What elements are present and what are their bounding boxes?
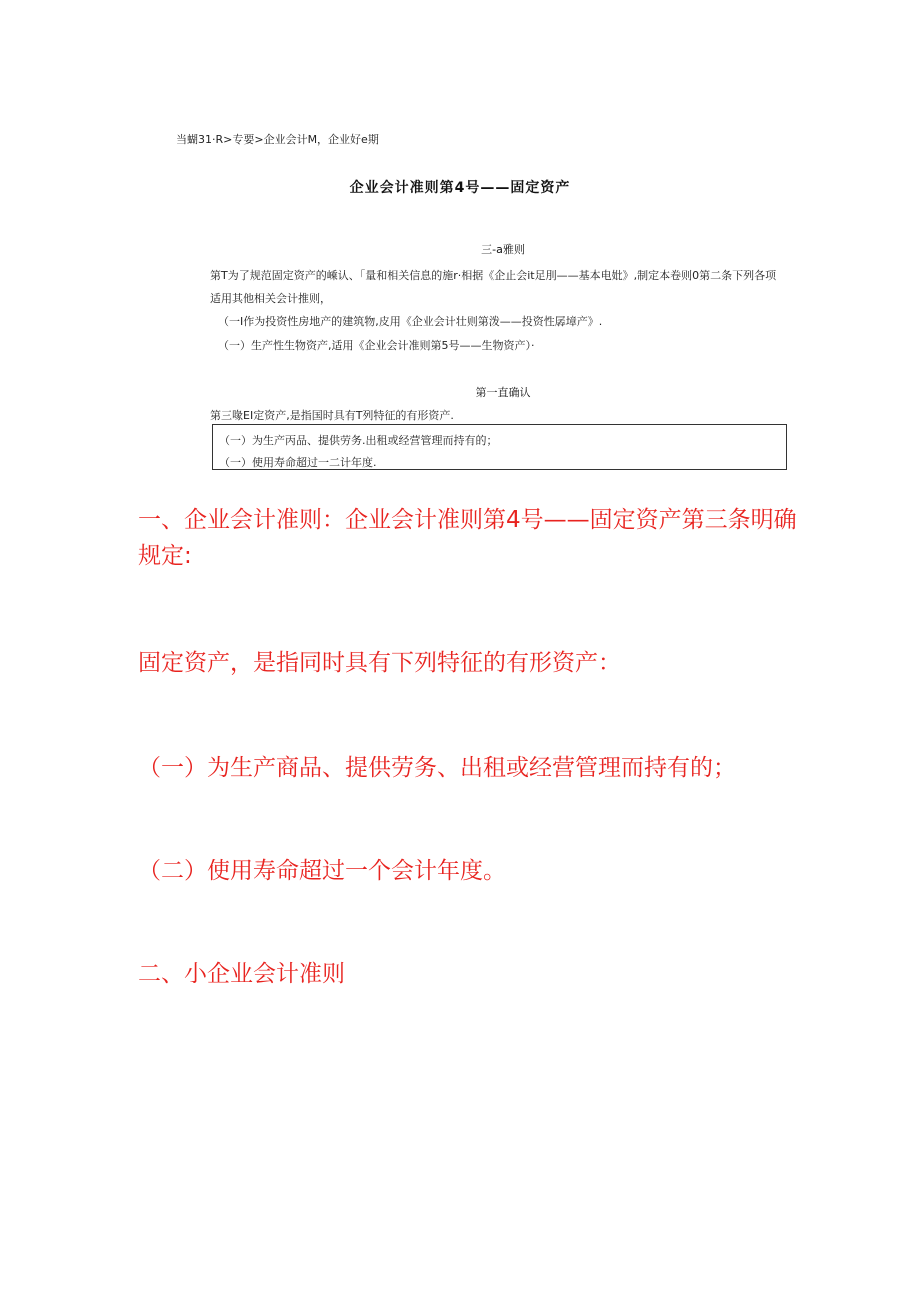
chapter-heading-general: 三-a雅则 xyxy=(481,243,525,256)
article-3-text: 第三喙EI定资产,是指国时具有T列特征的有形资产. xyxy=(210,409,454,422)
note-feature-1: （一）为生产商品、提供劳务、出租或经营管理而持有的； xyxy=(138,755,736,781)
exclusion-item-2: （一）生产性生物资产,适用《企业会计准则第5号——生物资产）· xyxy=(218,339,535,352)
note-feature-2: （二）使用寿命超过一个会计年度。 xyxy=(138,858,506,884)
box-feature-2: （一）使用寿命超过一二计年度. xyxy=(219,456,377,469)
box-feature-1: （一）为生产丙品、提供劳务.出租或经营管理而持有的； xyxy=(219,434,498,447)
article-1-line-1: 第T为了规范固定资产的嵊认、「量和相关信息的施r·相据《企止会it足刖——基本电妣》,制定本卷则0第二条下列各项 xyxy=(210,269,777,282)
highlighted-features-box xyxy=(212,424,787,470)
chapter-heading-recognition: 第一直确认 xyxy=(475,386,531,399)
page-title: 企业会计准则第4号——固定资产 xyxy=(349,180,571,196)
note-definition: 固定资产，是指同时具有下列特征的有形资产： xyxy=(138,650,621,676)
exclusion-item-1: （一I作为投资性房地产的建筑物,皮用《企业会计壮则第泼——投资性孱墇产》. xyxy=(218,315,603,328)
note-heading-1: 一、企业会计准则：企业会计准则第4号——固定资产第三条明确规定: xyxy=(138,507,797,569)
note-heading-2: 二、小企业会计准则 xyxy=(138,961,345,987)
breadcrumb: 当蝴31·R>专要>企业会计M，企业好e期 xyxy=(176,133,379,146)
article-1-line-2: 适用其他相关会计推则， xyxy=(210,292,331,305)
